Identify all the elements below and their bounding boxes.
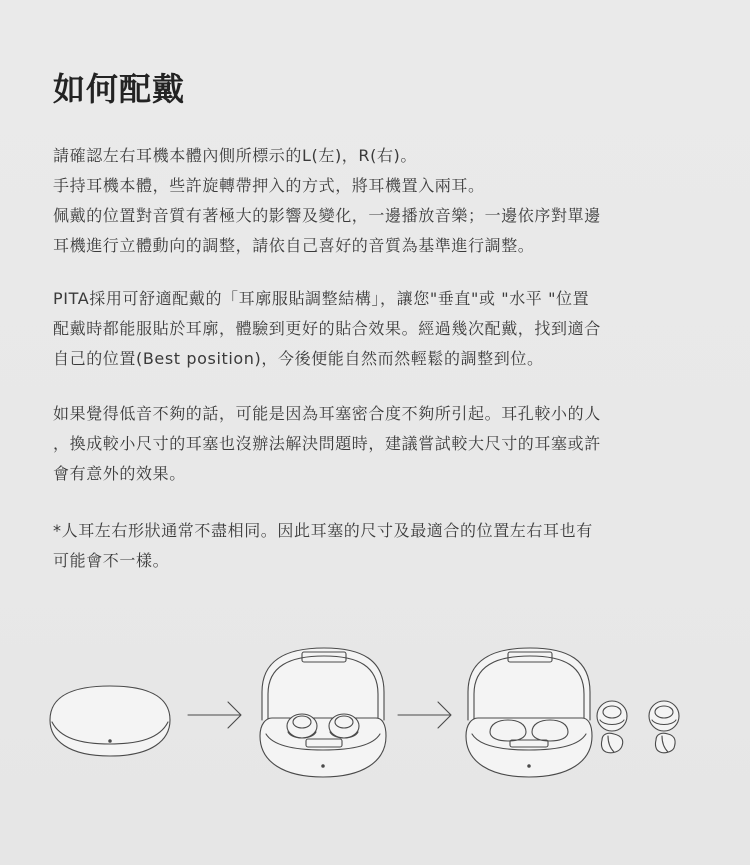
paragraph-line: PITA採用可舒適配戴的「耳廓服貼調整結構」，讓您"垂直"或 "水平 "位置 xyxy=(53,289,590,308)
paragraph-line: 如果覺得低音不夠的話，可能是因為耳塞密合度不夠所引起。耳孔較小的人 xyxy=(53,404,601,423)
closed-case-icon xyxy=(50,686,170,756)
paragraph-wearing-steps xyxy=(53,141,653,261)
paragraph-line: 配戴時都能服貼於耳廓，體驗到更好的貼合效果。經過幾次配戴，找到適合 xyxy=(53,319,601,338)
paragraph-line: *人耳左右形狀通常不盡相同。因此耳塞的尺寸及最適合的位置左右耳也有 xyxy=(53,521,593,540)
paragraph-note xyxy=(53,516,653,576)
paragraph-line: 耳機進行立體動向的調整，請依自己喜好的音質為基準進行調整。 xyxy=(53,236,535,255)
paragraph-line: 自己的位置(Best position)，今後便能自然而然輕鬆的調整到位。 xyxy=(53,349,544,368)
paragraph-line: 佩戴的位置對音質有著極大的影響及變化，一邊播放音樂；一邊依序對單邊 xyxy=(53,206,601,225)
paragraph-line: 手持耳機本體，些許旋轉帶押入的方式，將耳機置入兩耳。 xyxy=(53,176,485,195)
paragraph-line: ，換成較小尺寸的耳塞也沒辦法解決問題時，建議嘗試較大尺寸的耳塞或許 xyxy=(53,434,601,453)
paragraph-line: 會有意外的效果。 xyxy=(53,464,186,483)
paragraph-line: 請確認左右耳機本體內側所標示的L(左)，R(右)。 xyxy=(53,146,418,165)
paragraph-line: 可能會不一樣。 xyxy=(53,551,170,570)
paragraph-bass-tips xyxy=(53,399,653,489)
open-case-with-earbuds-icon xyxy=(260,648,386,777)
arrow-right-icon xyxy=(398,702,451,728)
usage-illustration xyxy=(40,640,700,790)
earbuds-pair-icon xyxy=(597,701,679,753)
page-title: 如何配戴 xyxy=(53,70,186,108)
paragraph-fit-structure xyxy=(53,284,653,374)
open-case-empty-icon xyxy=(466,648,592,777)
arrow-right-icon xyxy=(188,702,241,728)
